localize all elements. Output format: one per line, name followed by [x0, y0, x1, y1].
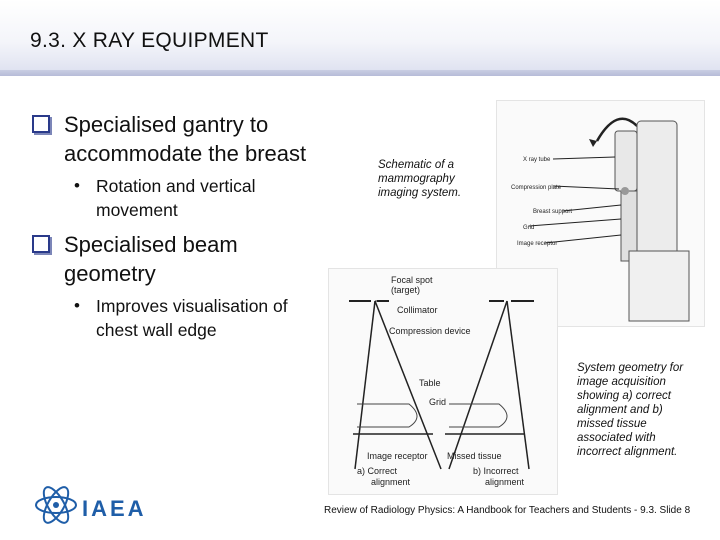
- fig2-label-target: (target): [391, 285, 421, 295]
- checkbox-bullet-icon: [32, 235, 50, 253]
- sub-bullet-2: [32, 294, 322, 342]
- bullet-2-text: Specialised beam geometry: [64, 232, 238, 286]
- fig2-label-a2: alignment: [371, 477, 411, 487]
- fig2-label-a1: a) Correct: [357, 466, 398, 476]
- fig1-label-image-receptor: Image receptor: [517, 241, 558, 247]
- bullet-2: [32, 230, 322, 288]
- iaea-logo-text: IAEA: [82, 496, 147, 521]
- fig2-label-focal-spot: Focal spot: [391, 275, 433, 285]
- fig2-label-compression: Compression device: [389, 326, 471, 336]
- figure1-caption: Schematic of a mammography imaging system.: [378, 159, 462, 199]
- bullet-list: [32, 110, 322, 350]
- fig1-label-grid: Grid: [523, 225, 535, 231]
- slide-title: 9.3. X RAY EQUIPMENT: [30, 29, 269, 52]
- fig1-label-compression-plate: Compression plate: [511, 185, 562, 191]
- sub-bullet-1: [32, 174, 322, 222]
- checkbox-bullet-icon: [32, 115, 50, 133]
- fig1-label-breast-support: Breast support: [533, 209, 573, 215]
- footer: Review of Radiology Physics: A Handbook for Teachers and Students - 9.3. Slide 8: [324, 505, 691, 516]
- dot-bullet-icon: •: [74, 296, 80, 315]
- sub-bullet-2-text: Improves visualisation of chest wall edge: [96, 296, 288, 340]
- beam-geometry-figure: [328, 268, 558, 495]
- fig2-label-table: Table: [419, 378, 441, 388]
- title-bar-shadow: [0, 70, 720, 76]
- bullet-1-text: Specialised gantry to accommodate the breast: [64, 112, 307, 166]
- atom-icon: [30, 480, 82, 530]
- fig2-label-missed: Missed tissue: [447, 451, 502, 461]
- fig2-label-b2: alignment: [485, 477, 525, 487]
- fig2-label-grid: Grid: [429, 397, 447, 407]
- sub-bullet-1-text: Rotation and vertical movement: [96, 176, 256, 220]
- figure2-caption: System geometry for image acquisition showing a) correct alignment and b) missed tissue associated with incorrect alignment.: [577, 362, 684, 458]
- fig2-label-receptor: Image receptor: [367, 451, 428, 461]
- dot-bullet-icon: •: [74, 176, 80, 195]
- fig2-label-b1: b) Incorrect: [473, 466, 519, 476]
- bullet-1: [32, 110, 322, 168]
- fig2-label-collimator: Collimator: [397, 305, 438, 315]
- fig1-label-xray-tube: X ray tube: [523, 157, 551, 163]
